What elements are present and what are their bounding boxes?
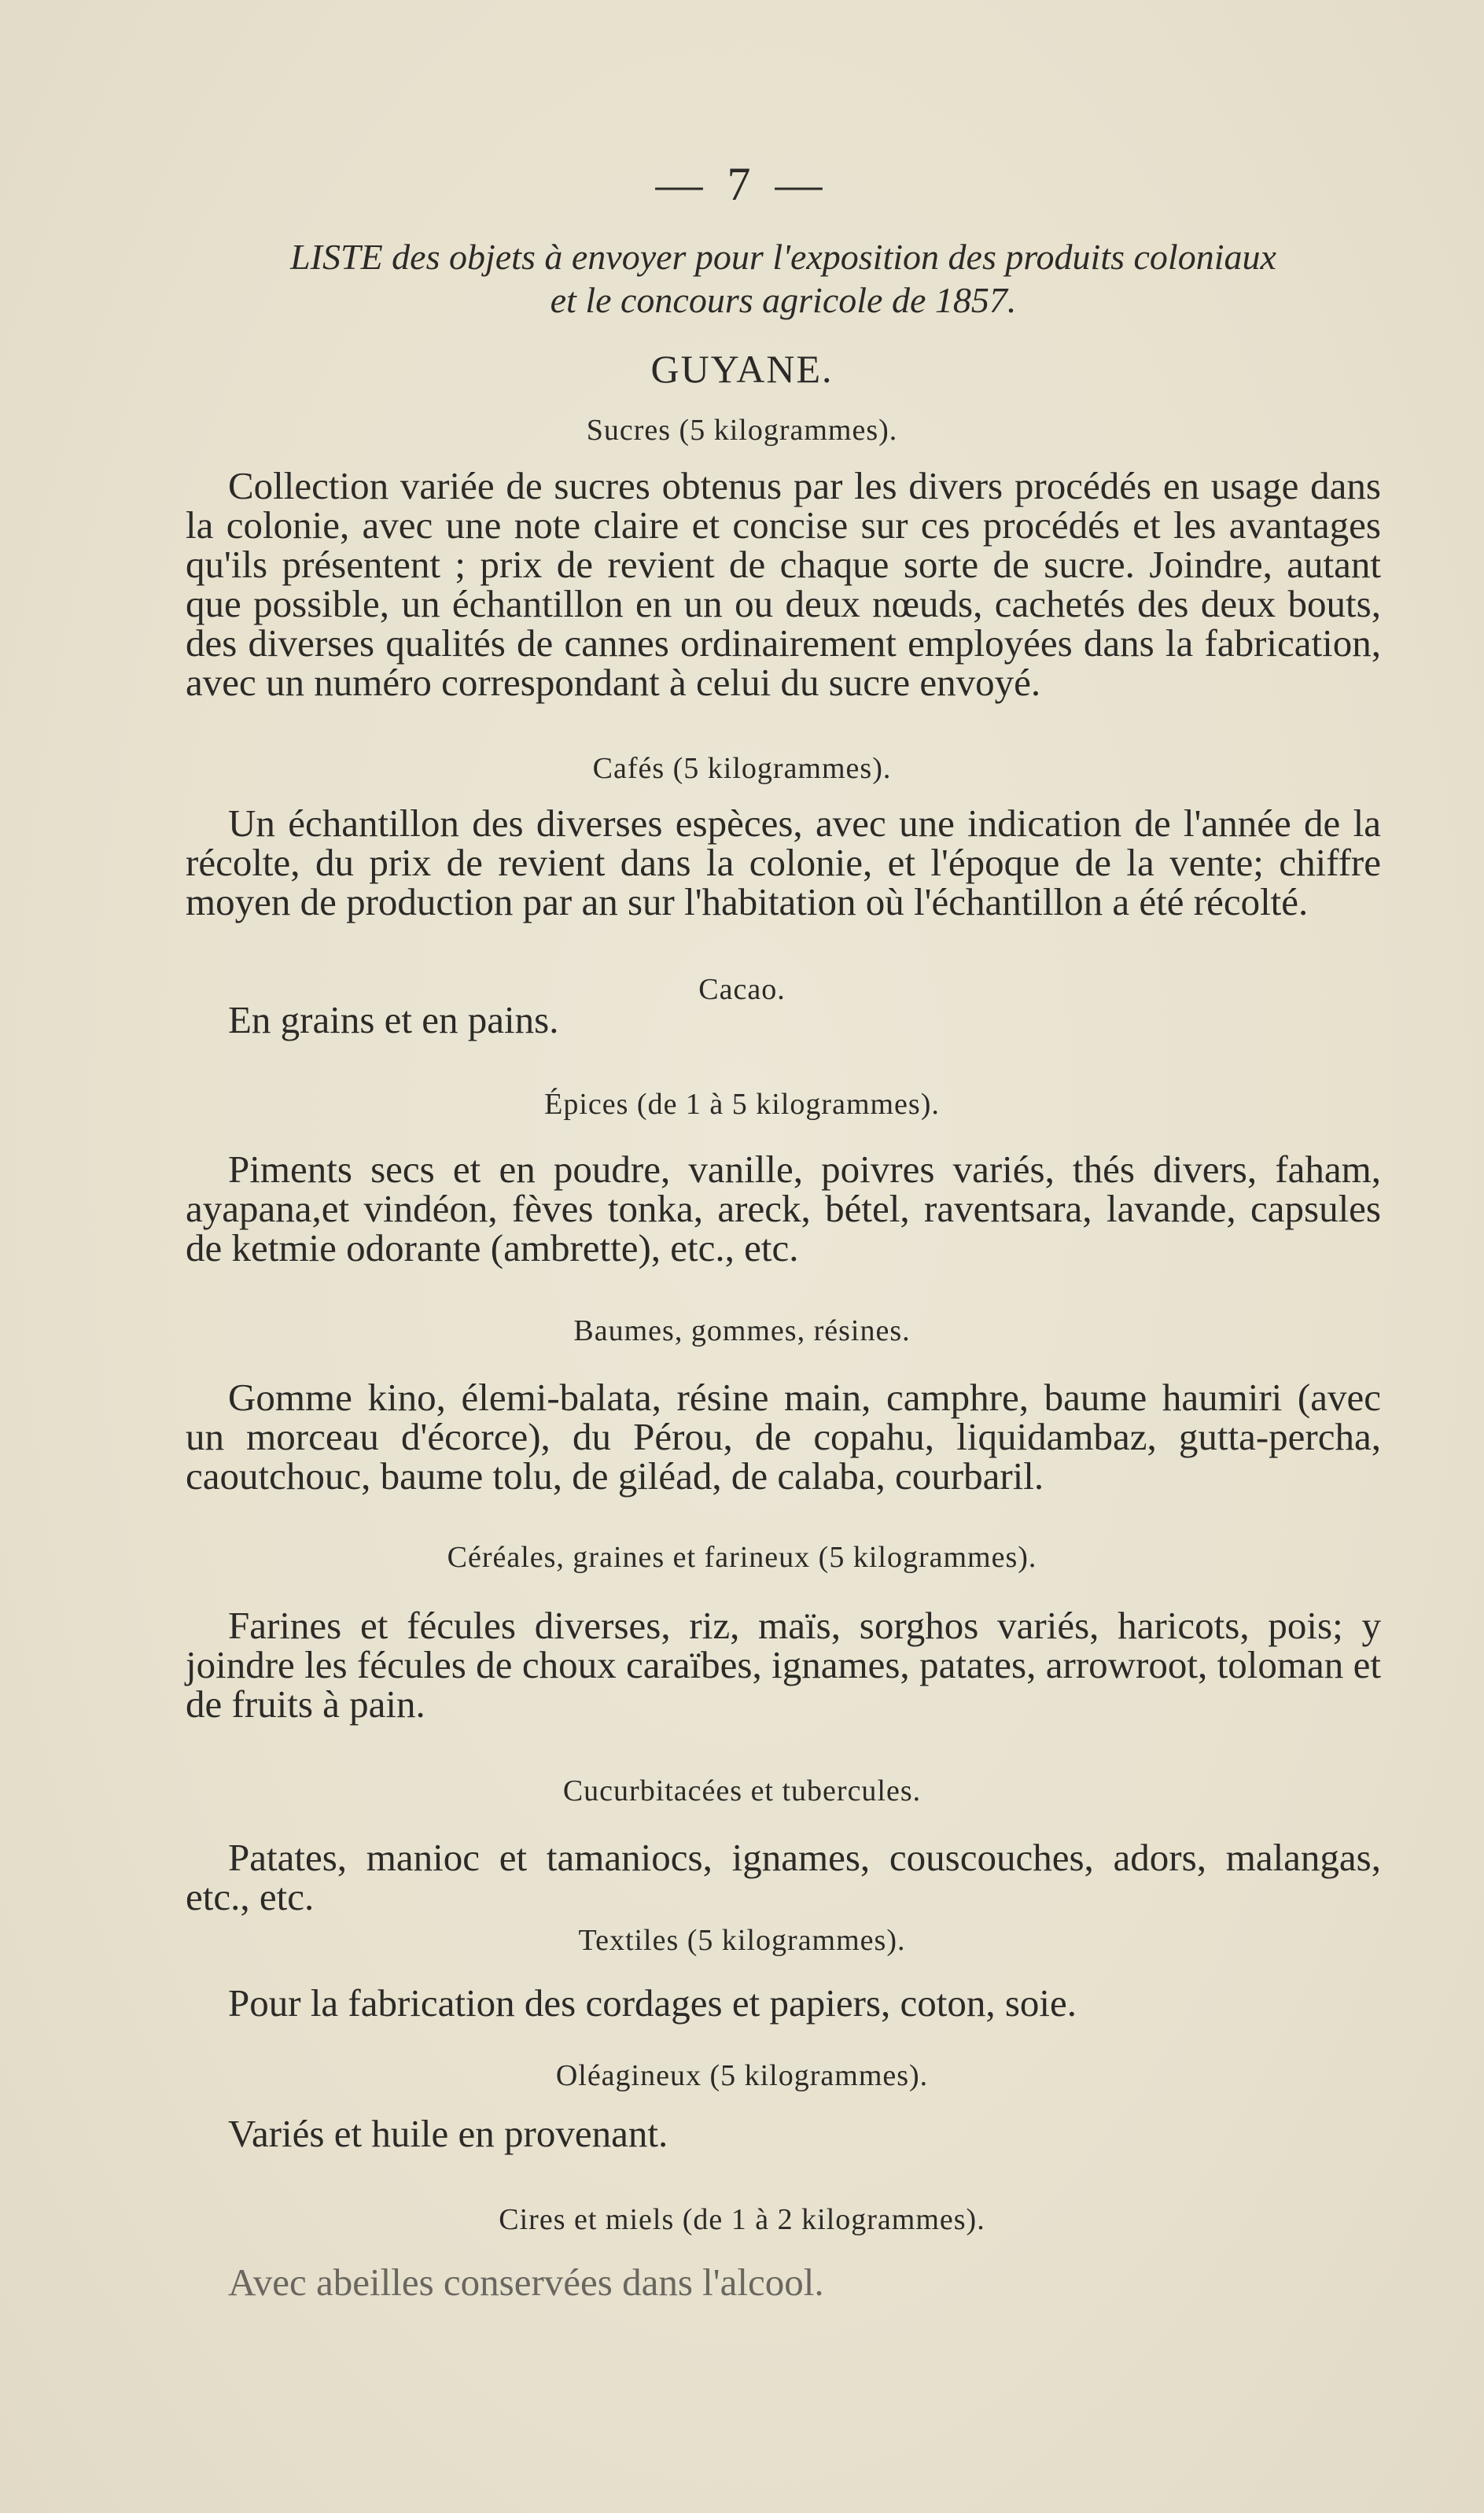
- heading-textiles: Textiles (5 kilogrammes).: [578, 1924, 906, 1957]
- paragraph-cereales: Farines et fécules diverses, riz, maïs, sorghos variés, haricots, pois; y joindre les fécules de choux caraïbes, ignames, patates, arrowroot, toloman et de fruits à pain.: [186, 1604, 1381, 1726]
- heading-cires-miels: Cires et miels (de 1 à 2 kilogrammes).: [499, 2203, 985, 2236]
- heading-oleagineux: Oléagineux (5 kilogrammes).: [555, 2059, 929, 2092]
- heading-cacao: Cacao.: [698, 973, 786, 1006]
- heading-baumes: Baumes, gommes, résines.: [573, 1314, 911, 1347]
- paragraph-sucres: Collection variée de sucres obtenus par les divers procédés en usage dans la colonie, avec une note claire et concise sur ces procédés et les avantages qu'ils présentent ; prix de revient de chaque sorte de sucre. Joindre, autant que possible, un échantillon en un ou deux nœuds, cachetés des deux bouts, des diverses qualités de cannes ordinairement employées dans la fabrication, avec un numéro correspondant à celui du sucre envoyé.: [186, 464, 1381, 704]
- paragraph-epices: Piments secs et en poudre, vanille, poivres variés, thés divers, faham, ayapana,et vindéon, fèves tonka, areck, bétel, raventsara, lavande, capsules de ketmie odorante (ambrette), etc., etc.: [186, 1148, 1381, 1269]
- paragraph-baumes: Gomme kino, élemi-balata, résine main, camphre, baume haumiri (avec un morceau d'écorce), du Pérou, de copahu, liquidambaz, gutta-percha, caoutchouc, baume tolu, de giléad, de calaba, courbaril.: [186, 1376, 1381, 1498]
- paragraph-cires-miels: Avec abeilles conservées dans l'alcool.: [228, 2261, 824, 2304]
- paragraph-cacao: En grains et en pains.: [228, 998, 559, 1041]
- heading-sucres: Sucres (5 kilogrammes).: [586, 414, 898, 447]
- page-number: — 7 —: [655, 158, 829, 210]
- heading-cereales: Céréales, graines et farineux (5 kilogrammes).: [447, 1541, 1037, 1574]
- paragraph-textiles: Pour la fabrication des cordages et papiers, coton, soie.: [228, 1981, 1077, 2025]
- heading-cafes: Cafés (5 kilogrammes).: [592, 752, 892, 785]
- heading-epices: Épices (de 1 à 5 kilogrammes).: [544, 1088, 940, 1121]
- list-title-line-1: LISTE des objets à envoyer pour l'exposition des produits coloniaux: [290, 237, 1276, 277]
- section-title: GUYANE.: [650, 347, 834, 391]
- paragraph-oleagineux: Variés et huile en provenant.: [228, 2112, 668, 2155]
- list-title-line-2: et le concours agricole de 1857.: [550, 280, 1017, 320]
- paragraph-cafes: Un échantillon des diverses espèces, avec une indication de l'année de la récolte, du prix de revient dans la colonie, et l'époque de la vente; chiffre moyen de production par an sur l'habitation où l'échantillon a été récolté.: [186, 801, 1381, 923]
- paragraph-cucurbitacees: Patates, manioc et tamaniocs, ignames, couscouches, adors, malangas, etc., etc.: [186, 1836, 1381, 1918]
- heading-cucurbitacees: Cucurbitacées et tubercules.: [562, 1774, 922, 1807]
